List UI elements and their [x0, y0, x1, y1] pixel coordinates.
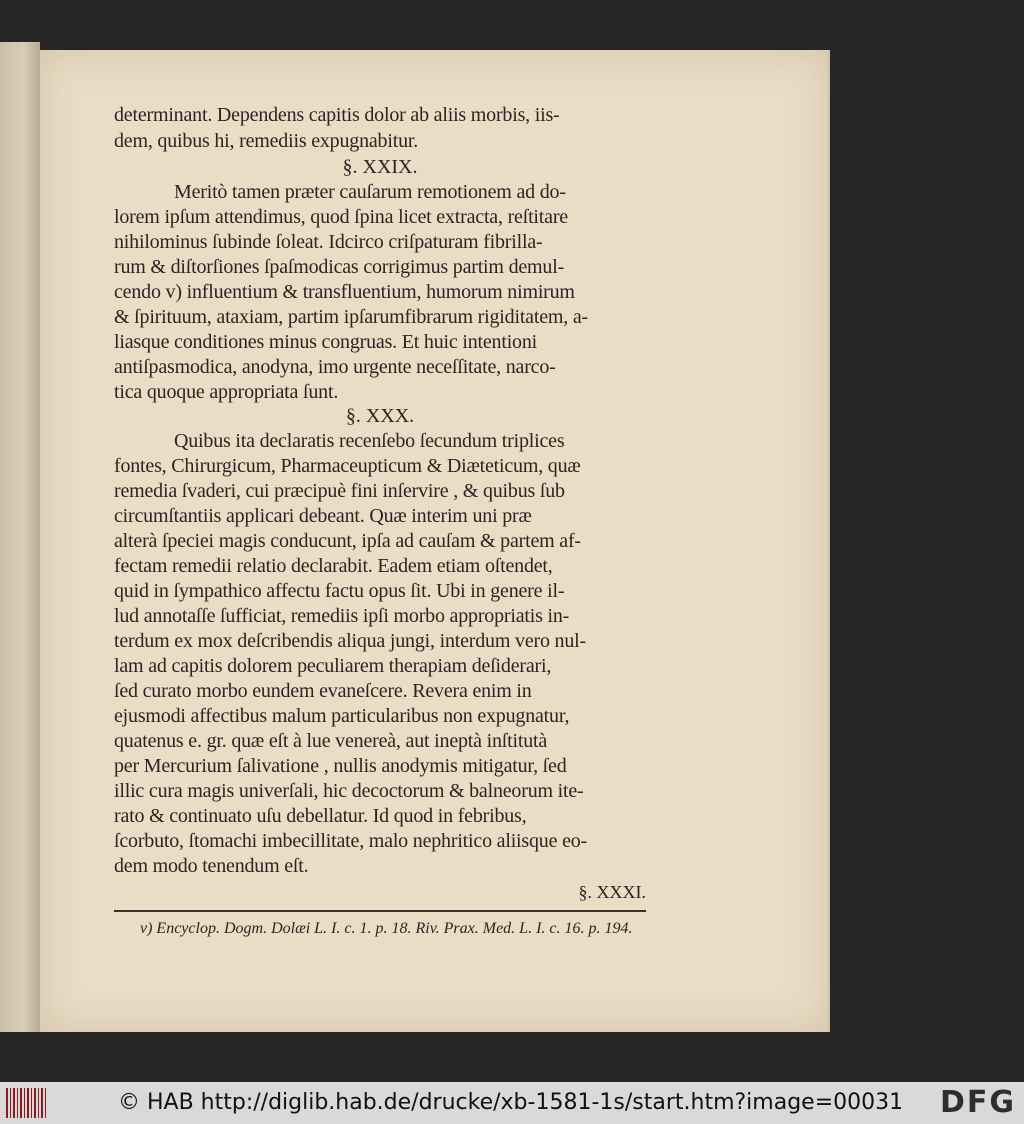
text-line: illic cura magis univerſali, hic decoctorum & balneorum ite-: [114, 780, 584, 802]
dfg-logo: DFG: [939, 1085, 1016, 1120]
text-line: determinant. Dependens capitis dolor ab aliis morbis, iis-: [114, 104, 560, 126]
text-line: dem modo tenendum eſt.: [114, 855, 309, 877]
text-line: quatenus e. gr. quæ eſt à lue venereà, aut ineptà inſtitutà: [114, 730, 548, 752]
footnote-rule: [114, 910, 646, 912]
section-heading: §. XXX.: [345, 405, 415, 427]
copyright-link[interactable]: © HAB http://diglib.hab.de/drucke/xb-1581-1s/start.htm?image=00031: [118, 1090, 904, 1115]
text-line: dem, quibus hi, remediis expugnabitur.: [114, 130, 419, 152]
text-line: ſcorbuto, ſtomachi imbecillitate, malo nephritico aliisque eo-: [114, 830, 588, 852]
text-line: rum & diſtorſiones ſpaſmodicas corrigimus partim demul-: [114, 256, 565, 278]
text-line: tica quoque appropriata ſunt.: [114, 381, 339, 403]
text-line: Quibus ita declaratis recenſebo ſecundum triplices: [174, 430, 565, 452]
text-line: alterà ſpeciei magis conducunt, ipſa ad cauſam & partem af-: [114, 530, 581, 552]
text-line: fectam remedii relatio declarabit. Eadem etiam oſtendet,: [114, 555, 553, 577]
text-line: liasque conditiones minus congruas. Et huic intentioni: [114, 331, 538, 353]
text-line: & ſpirituum, ataxiam, partim ipſarumfibrarum rigiditatem, a-: [114, 306, 588, 328]
text-line: circumſtantiis applicari debeant. Quæ interim uni præ: [114, 505, 532, 527]
text-line: antiſpasmodica, anodyna, imo urgente neceſſitate, narco-: [114, 356, 556, 378]
text-line: terdum ex mox deſcribendis aliqua jungi, interdum vero nul-: [114, 630, 586, 652]
text-line: ejusmodi affectibus malum particularibus non expugnatur,: [114, 705, 570, 727]
text-line: lam ad capitis dolorem peculiarem therapiam deſiderari,: [114, 655, 552, 677]
text-line: rato & continuato uſu debellatur. Id quod in febribus,: [114, 805, 527, 827]
text-line: Meritò tamen præter cauſarum remotionem ad do-: [174, 181, 566, 203]
text-line: lud annotaſſe ſufficiat, remediis ipſi morbo appropriatis in-: [114, 605, 570, 627]
text-line: remedia ſvaderi, cui præcipuè fini inſervire , & quibus ſub: [114, 480, 565, 502]
section-heading: §. XXIX.: [342, 156, 418, 178]
text-line: ſed curato morbo eundem evaneſcere. Revera enim in: [114, 680, 532, 702]
book-page: [40, 50, 830, 1032]
text-line: quid in ſympathico affectu factu opus ſit. Ubi in genere il-: [114, 580, 565, 602]
text-line: lorem ipſum attendimus, quod ſpina licet extracta, reſtitare: [114, 206, 568, 228]
footnote: v) Encyclop. Dogm. Dolæi L. I. c. 1. p. 18. Riv. Prax. Med. L. I. c. 16. p. 194.: [140, 920, 633, 937]
facing-page-edge: [0, 42, 40, 1032]
barcode-icon: [6, 1088, 48, 1118]
text-line: cendo v) influentium & transfluentium, humorum nimirum: [114, 281, 575, 303]
text-line: per Mercurium ſalivatione , nullis anodymis mitigatur, ſed: [114, 755, 567, 777]
viewer-footer: [0, 1082, 1024, 1124]
text-line: nihilominus ſubinde ſoleat. Idcirco criſpaturam fibrilla-: [114, 231, 543, 253]
text-line: fontes, Chirurgicum, Pharmaceupticum & Diæteticum, quæ: [114, 455, 581, 477]
catchword: §. XXXI.: [578, 882, 646, 902]
